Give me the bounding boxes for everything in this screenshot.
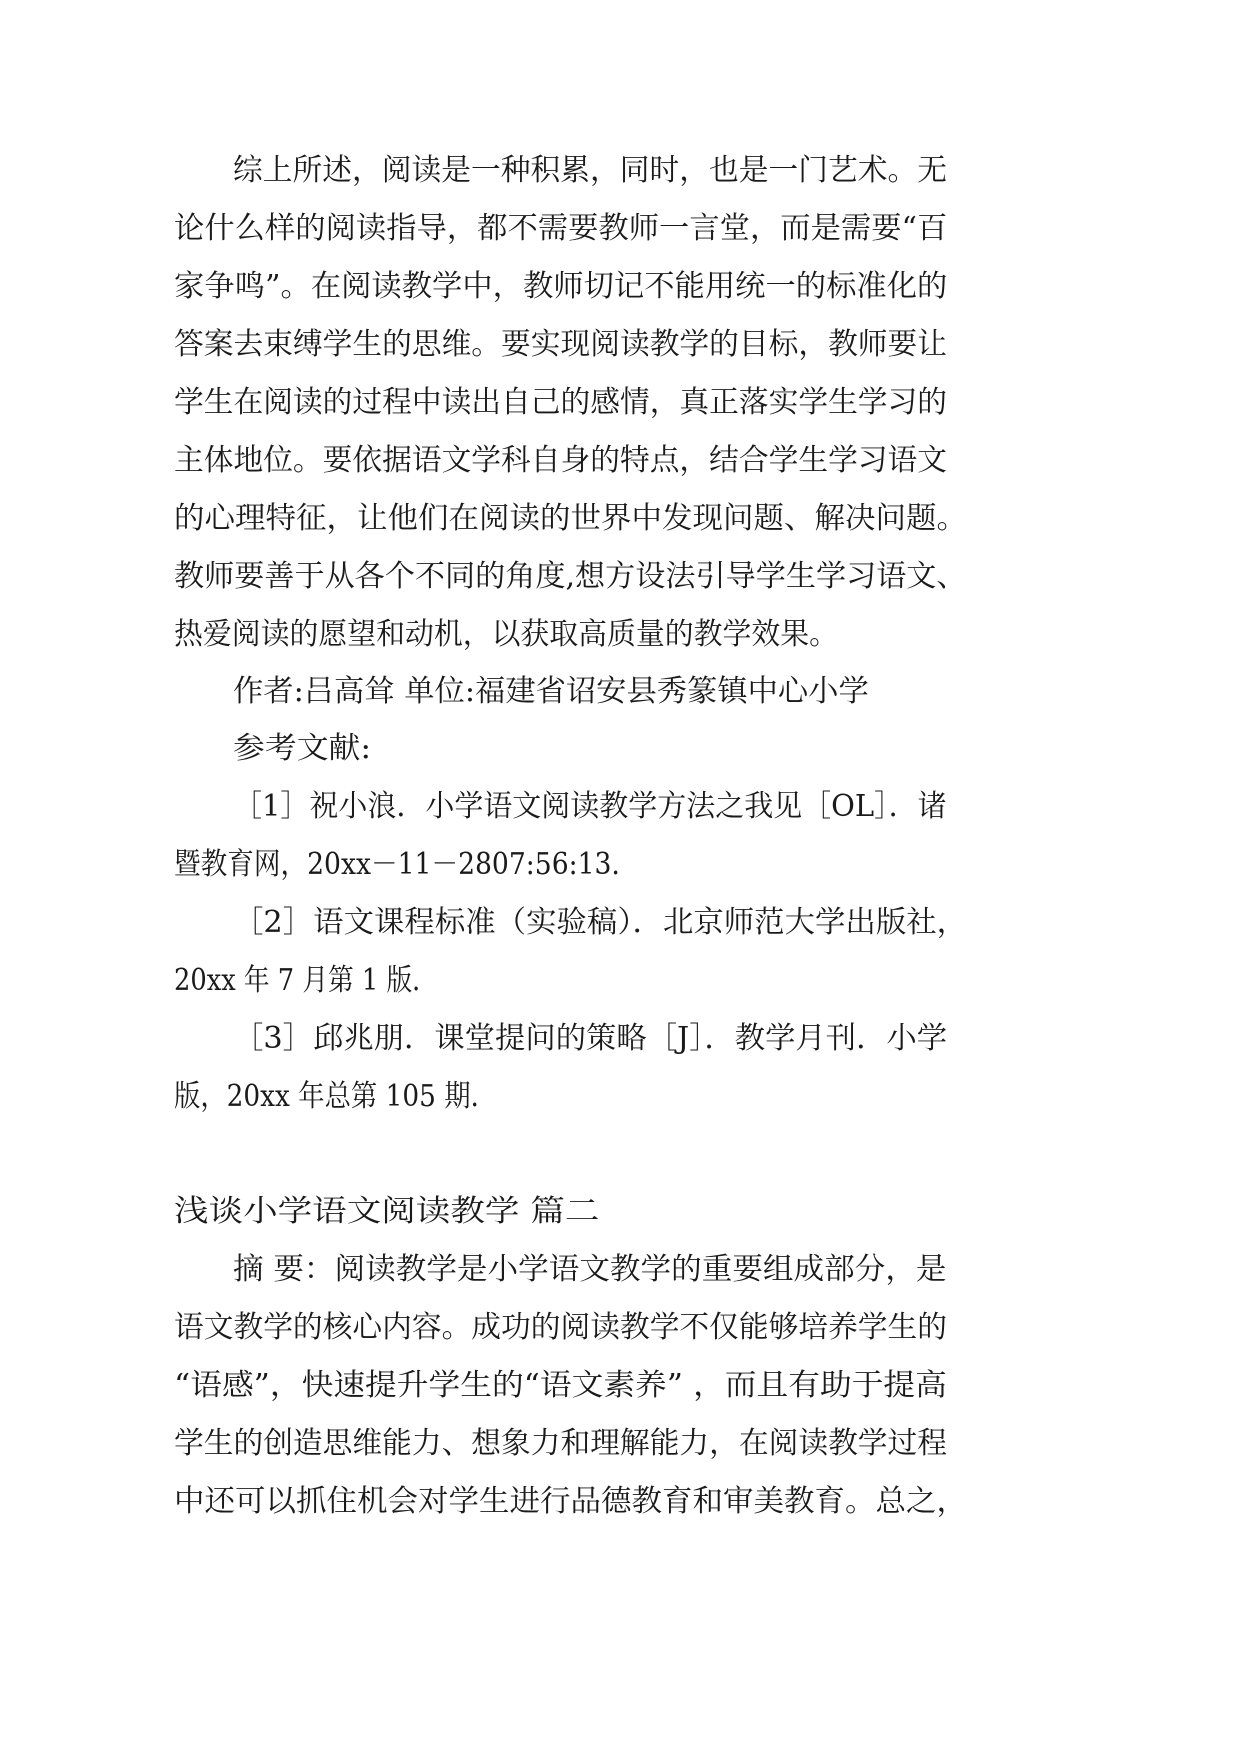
- reference-item: 暨教育网，20xx－11－2807:56:13．: [174, 847, 639, 882]
- conclusion-line: 论什么样的阅读指导，都不需要教师一言堂，而是需要“百: [174, 211, 948, 246]
- abstract-line: “语感”，快速提升学生的“语文素养” ，而且有助于提高: [174, 1368, 947, 1403]
- references-heading: 参考文献:: [233, 731, 372, 766]
- abstract-line: 学生的创造思维能力、想象力和理解能力，在阅读教学过程: [174, 1426, 947, 1461]
- abstract-line: 摘 要：阅读教学是小学语文教学的重要组成部分，是: [233, 1252, 947, 1287]
- reference-item: 20xx 年 7 月第 1 版．: [174, 963, 438, 998]
- conclusion-line: 家争鸣”。在阅读教学中，教师切记不能用统一的标准化的: [174, 269, 948, 304]
- conclusion-line: 主体地位。要依据语文学科自身的特点，结合学生学习语文: [174, 443, 947, 478]
- conclusion-line: 综上所述，阅读是一种积累，同时，也是一门艺术。无: [233, 153, 947, 188]
- conclusion-line: 热爱阅读的愿望和动机，以获取高质量的教学效果。: [174, 617, 838, 652]
- conclusion-line: 答案去束缚学生的思维。要实现阅读教学的目标，教师要让: [174, 327, 947, 362]
- reference-item: ［2］语文课程标准（实验稿）．北京师范大学出版社，: [233, 905, 968, 940]
- reference-item: 版，20xx 年总第 105 期．: [174, 1079, 497, 1114]
- author-line: 作者:吕高耸 单位:福建省诏安县秀篆镇中心小学: [233, 674, 869, 709]
- reference-item: ［3］邱兆朋．课堂提问的策略［J］．教学月刊．小学: [233, 1021, 948, 1056]
- reference-item: ［1］祝小浪．小学语文阅读教学方法之我见［OL］．诸: [233, 789, 947, 824]
- conclusion-line: 学生在阅读的过程中读出自己的感情，真正落实学生学习的: [174, 385, 947, 420]
- conclusion-line: 的心理特征，让他们在阅读的世界中发现问题、解决问题。: [174, 501, 967, 536]
- abstract-line: 语文教学的核心内容。成功的阅读教学不仅能够培养学生的: [174, 1310, 947, 1345]
- section-title: 浅谈小学语文阅读教学 篇二: [174, 1194, 600, 1229]
- conclusion-line: 教师要善于从各个不同的角度,想方设法引导学生学习语文、: [174, 559, 967, 594]
- abstract-line: 中还可以抓住机会对学生进行品德教育和审美教育。总之，: [174, 1484, 967, 1519]
